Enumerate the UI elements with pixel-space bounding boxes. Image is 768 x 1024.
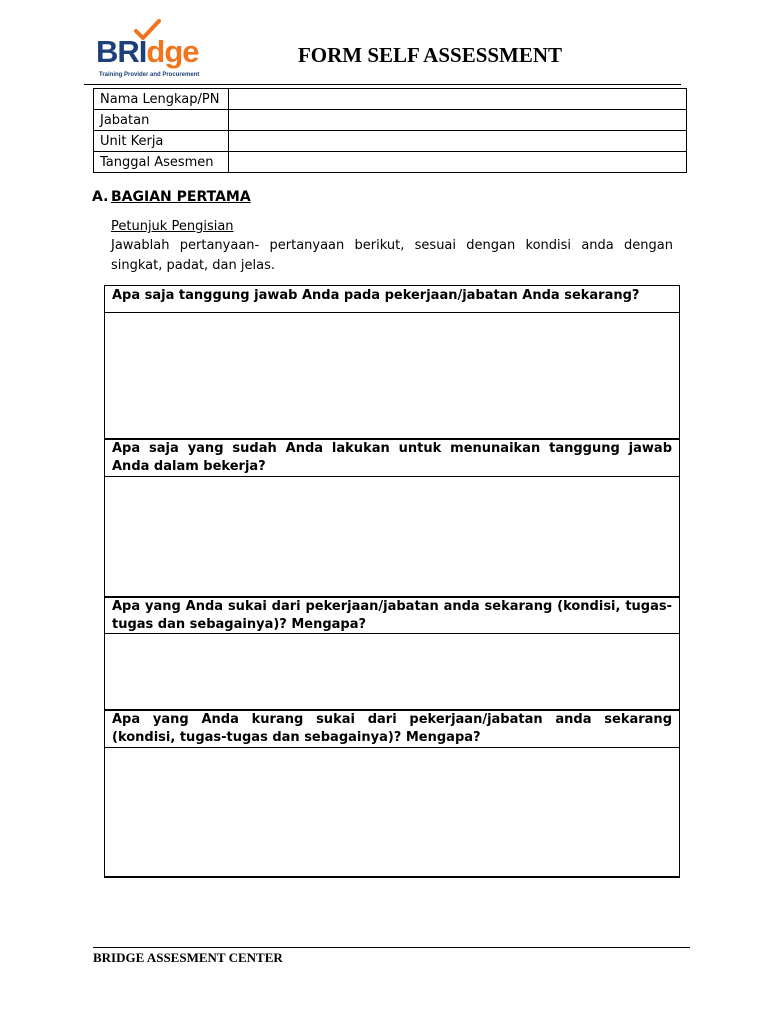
answer-area-3[interactable] <box>105 634 679 710</box>
question-text-4: Apa yang Anda kurang sukai dari pekerjaan/jabatan anda sekarang (kondisi, tugas-tugas dan sebagainya)? Mengapa? <box>105 710 679 748</box>
question-box-2 <box>104 438 680 598</box>
section-heading <box>92 189 251 205</box>
question-text-3: Apa yang Anda sukai dari pekerjaan/jabatan anda sekarang (kondisi, tugas-tugas dan sebagainya)? Mengapa? <box>105 597 679 634</box>
instructions-text: Jawablah pertanyaan- pertanyaan berikut, sesuai dengan kondisi anda dengan singkat, padat, dan jelas. <box>111 238 673 273</box>
logo-wordmark: BRIdge <box>96 34 199 69</box>
section-title: BAGIAN PERTAMA <box>111 189 251 205</box>
identity-row-unit <box>94 131 687 152</box>
identity-table <box>93 88 687 173</box>
section-number: A. <box>92 189 109 205</box>
identity-row-position <box>94 110 687 131</box>
question-text-2: Apa saja yang sudah Anda lakukan untuk menunaikan tanggung jawab Anda dalam bekerja? <box>105 439 679 477</box>
page-title: FORM SELF ASSESSMENT <box>297 43 563 67</box>
question-box-4 <box>104 709 680 878</box>
identity-label-date: Tanggal Asesmen <box>94 152 229 173</box>
answer-area-1[interactable] <box>105 313 679 439</box>
footer-divider <box>93 947 690 948</box>
identity-label-unit: Unit Kerja <box>94 131 229 152</box>
identity-row-name <box>94 89 687 110</box>
bridge-logo <box>94 18 214 82</box>
question-box-3 <box>104 596 680 711</box>
identity-field-position[interactable] <box>229 110 687 131</box>
identity-field-unit[interactable] <box>229 131 687 152</box>
header-divider <box>84 84 681 85</box>
answer-area-2[interactable] <box>105 477 679 597</box>
logo-tagline: Training Provider and Procurement <box>99 72 200 78</box>
footer-text: BRIDGE ASSESMENT CENTER <box>93 950 283 965</box>
identity-row-date <box>94 152 687 173</box>
instructions-label: Petunjuk Pengisian <box>111 219 234 234</box>
identity-label-name: Nama Lengkap/PN <box>94 89 229 110</box>
question-box-1 <box>104 285 680 440</box>
identity-field-name[interactable] <box>229 89 687 110</box>
answer-area-4[interactable] <box>105 748 679 876</box>
question-text-1: Apa saja tanggung jawab Anda pada pekerjaan/jabatan Anda sekarang? <box>105 286 679 313</box>
identity-field-date[interactable] <box>229 152 687 173</box>
identity-label-position: Jabatan <box>94 110 229 131</box>
